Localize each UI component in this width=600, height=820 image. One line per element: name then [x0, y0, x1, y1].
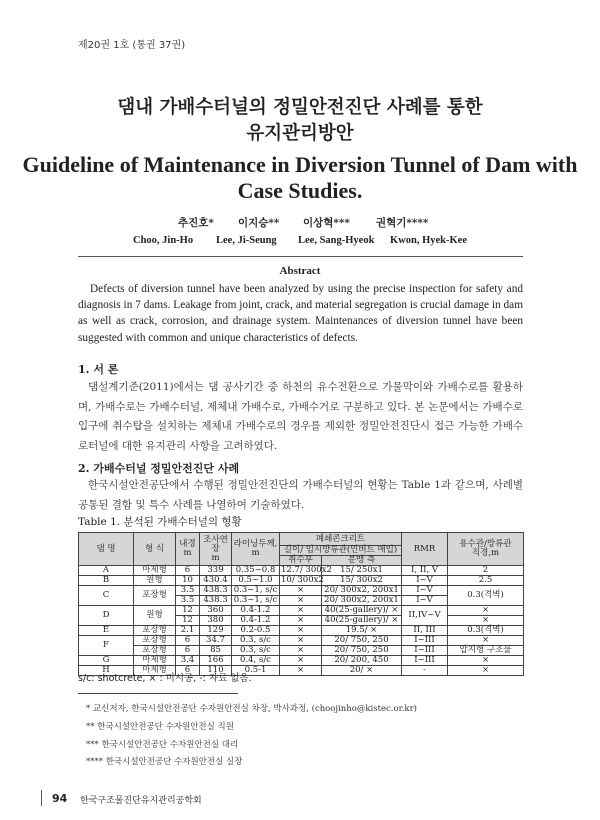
abstract-text: Defects of diversion tunnel have been analyzed by using the precise inspection for safety and diagnosis in 7 dams. Leakage from joint, crack, and material segregation is crucial damage in dam as well as crack, corrosion, and drainage system. Maintenances of diversion tunnel have been suggested with common and unique characteristics of defects. [78, 283, 523, 344]
footnote-1: * 교신저자, 한국시설안전공단 수자원안전실 차장, 박사과정, (choojinho@kistec.or.kr) [86, 704, 417, 714]
section-2-text: 한국시설안전공단에서 수행된 정밀안전진단의 가배수터널의 현황는 Table 1과 같으며, 사례별 공통된 결함 및 특수 사례를 나열하여 기술하였다. [78, 479, 523, 511]
title-korean-line1: 댐내 가배수터널의 정밀안전진단 사례를 통한 [117, 97, 483, 118]
header-length: 조사연장 m [200, 533, 232, 566]
table-row: 12 380 0.4-1.2 × 40(25-gallery)/ × × [79, 616, 524, 626]
author-korean-2: 이지승** [238, 217, 280, 229]
title-korean-line2: 유지관리방안 [246, 123, 354, 144]
section-1-heading: 1. 서 론 [78, 363, 119, 376]
title-english-line1: Guideline of Maintenance in Diversion Tunnel of Dam with [22, 152, 578, 177]
author-korean-4: 권혁기**** [376, 217, 429, 229]
author-english-2: Lee, Ji-Seung [216, 235, 277, 246]
header-lining: 라이닝두께, m [232, 533, 280, 566]
header-plug-group: 폐쇄콘크리트 [280, 533, 402, 546]
table-row: A 마제형 6 339 0.35~0.8 12.7/ 300x2 15/ 250x1 I, II, V 2 [79, 566, 524, 576]
footnote-4: **** 한국시설안전공단 수자원안전실 실장 [86, 757, 243, 767]
table-row: F 포장형 6 34.7 0.3, s/c × 20/ 750, 250 I~III × [79, 636, 524, 646]
divider-rule [78, 256, 523, 257]
author-english-1: Choo, Jin-Ho [133, 235, 194, 246]
header-shape: 형 식 [134, 533, 176, 566]
footnote-rule [78, 693, 238, 694]
author-korean-1: 추진호* [178, 217, 214, 229]
header-outlet: 분맹 측 [322, 556, 402, 566]
section-1-text: 댐설계기준(2011)에서는 댐 공사기간 중 하천의 유수전환으로 가물막이와 가배수로를 활용하며, 가배수로는 가배수터널, 제체내 가배수로, 가배수거로 구분하고 있다. 본 논문에서는 가배수로 입구에 취수탑을 설치하는 제체내 가배수로의 경우를 제외한 정밀안전진단시 접근 가능한 가배수로터널에 대한 유지관리 사항을 고려하였다. [78, 381, 523, 452]
table-note: s/c: shotcrete, × : 미시공, -: 자료 없음. [78, 673, 252, 684]
table-row: 3.5 438.3 0.3~1, s/c × 20/ 300x2, 200x1 I~V [79, 596, 524, 606]
table-row: H 마제형 6 110 0.5-1 × 20/ × - × [79, 666, 524, 676]
header-intake: 취수부 [280, 556, 322, 566]
table-row: C 포장형 3.5 438.3 0.3~1, s/c × 20/ 300x2, 200x1 I~V 0.3(격벽) [79, 586, 524, 596]
table-row: G 마제형 3.4 166 0.4, s/c × 20/ 200, 450 I~III × [79, 656, 524, 666]
footnote-2: ** 한국시설안전공단 수자원안전실 직원 [86, 722, 234, 732]
table-row: D 원형 12 360 0.4-1.2 × 40(25-gallery)/ × II,IV~V × [79, 606, 524, 616]
journal-issue-header: 제20권 1호 (통권 37권) [78, 40, 186, 51]
journal-name: 한국구조물진단유지관리공학회 [80, 796, 202, 806]
footnote-3: *** 한국시설안전공단 수자원안전실 대리 [86, 740, 239, 750]
title-english-line2: Case Studies. [237, 178, 363, 203]
footer-bar [41, 790, 42, 806]
table-row: 포장형 6 85 0.3, s/c × 20/ 750, 250 I~III 압지형 구조물 [79, 646, 524, 656]
page-number: 94 [52, 792, 68, 805]
table-caption: Table 1. 분석된 가배수터널의 형황 [78, 516, 242, 528]
author-english-3: Lee, Sang-Hyeok [298, 235, 375, 246]
author-english-4: Kwon, Hyek-Kee [390, 235, 467, 246]
header-capacity: 용수관/방류관 직경,m [448, 533, 524, 566]
section-2-heading: 2. 가배수터널 정밀안전진단 사례 [78, 462, 240, 475]
abstract-heading: Abstract [279, 265, 321, 277]
header-rmr: RMR [402, 533, 448, 566]
author-korean-3: 이상혁*** [303, 217, 350, 229]
tunnel-status-table [78, 532, 524, 676]
header-diameter: 내경 m [176, 533, 200, 566]
table-row: E 포장형 2.1 129 0.2-0.5 × 19.5/ × II, III 0.3(격벽) [79, 626, 524, 636]
header-plug-sub: 길이/ 임시방류관(인버트 매입) [280, 546, 402, 556]
header-dam: 댐 명 [79, 533, 134, 566]
table-row: B 원형 10 430.4 0.5~1.0 10/ 300x2 15/ 300x2 I~V 2.5 [79, 576, 524, 586]
